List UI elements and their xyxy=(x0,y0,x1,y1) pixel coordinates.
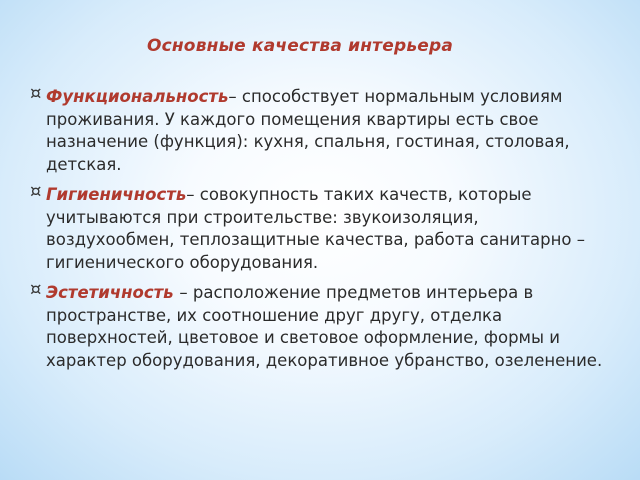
slide-title: Основные качества интерьера xyxy=(146,36,454,56)
bullet-marker-icon: ¤ xyxy=(30,279,42,300)
bullet-marker-icon: ¤ xyxy=(30,83,42,104)
bullet-text: – совокупность таких качеств, которые учитываются при строительстве: звукоизоляция, воздухообмен, теплозащитные качества, работа санитарно – гигиенического оборудования. xyxy=(46,185,586,272)
bullet-marker-icon: ¤ xyxy=(30,181,42,202)
bullet-text: – расположение предметов интерьера в пространстве, их соотношение друг другу, отделка поверхностей, цветовое и световое оформление, формы и характер оборудования, декоративное убранство, озеленение. xyxy=(46,283,603,370)
bullet-list xyxy=(30,83,612,380)
bullet-text: – способствует нормальным условиям проживания. У каждого помещения квартиры есть свое назначение (функция): кухня, спальня, гостиная, столовая, детская. xyxy=(46,87,570,174)
bullet-hygiene xyxy=(30,181,612,274)
bullet-functionality xyxy=(30,83,612,176)
bullet-term: Гигиеничность xyxy=(46,185,187,204)
bullet-term: Эстетичность xyxy=(46,283,180,302)
bullet-aesthetics xyxy=(30,279,612,372)
bullet-term: Функциональность xyxy=(46,87,229,106)
